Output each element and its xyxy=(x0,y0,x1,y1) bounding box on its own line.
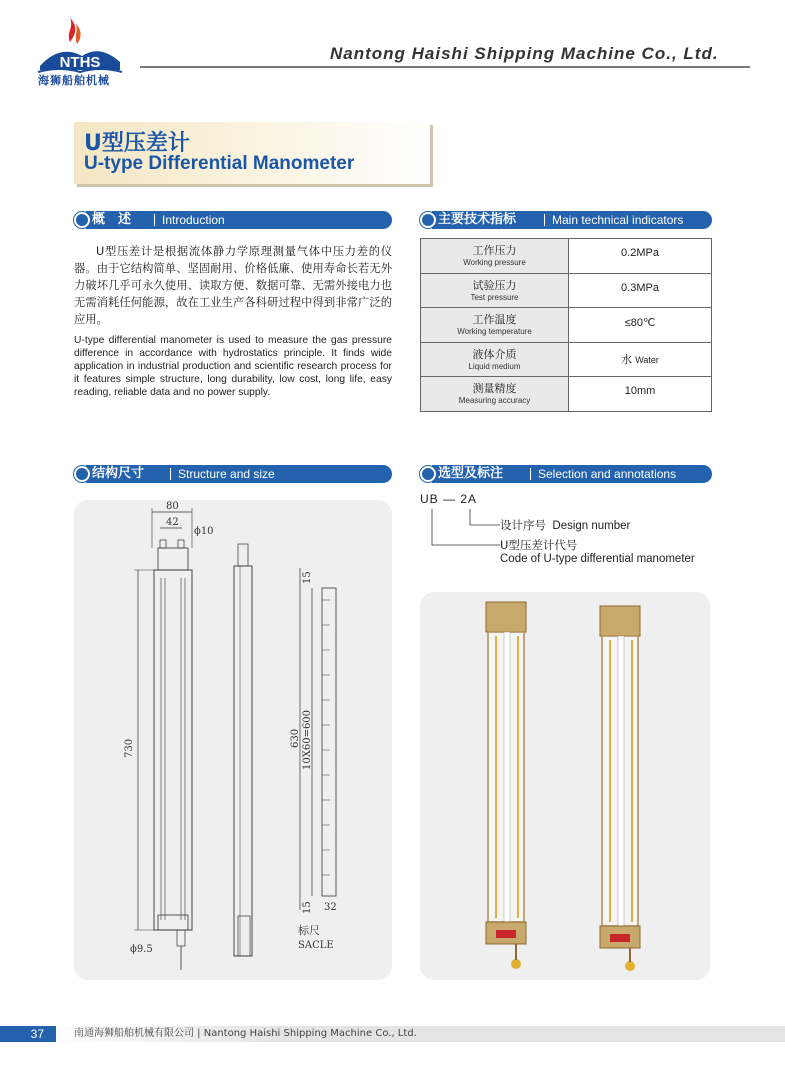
dim-height: 730 xyxy=(124,738,135,758)
scale-label-cn: 标尺 xyxy=(298,924,320,937)
table-row xyxy=(421,273,712,308)
dim-scale-width: 32 xyxy=(324,902,337,913)
spec-value: 10mm xyxy=(569,377,712,412)
section-title-en: Selection and annotations xyxy=(538,467,677,481)
section-title-en: Introduction xyxy=(162,213,225,227)
section-header-structure xyxy=(74,465,392,483)
spec-value: ≤80℃ xyxy=(569,308,712,343)
model-code: UB — 2A xyxy=(420,492,478,506)
code-label-en: Code of U-type differential manometer xyxy=(500,553,695,565)
spec-label-en: Test pressure xyxy=(470,292,519,302)
manometer-image-2 xyxy=(600,606,640,971)
spec-label-cn: 液体介质 xyxy=(472,348,517,361)
spec-label-cn: 试验压力 xyxy=(472,279,517,292)
spec-value: 0.2MPa xyxy=(569,239,712,274)
spec-value-cn: 水 xyxy=(621,353,633,366)
table-row xyxy=(421,308,712,343)
design-number-label xyxy=(500,517,630,533)
section-header-introduction xyxy=(74,211,392,229)
dim-width: 80 xyxy=(166,501,179,512)
dim-bottom: 15 xyxy=(302,901,313,914)
dim-pipe: ϕ9.5 xyxy=(130,944,153,955)
spec-label-en: Working temperature xyxy=(457,327,532,336)
section-header-selection xyxy=(420,465,712,483)
structure-drawing-panel xyxy=(74,500,392,980)
dim-top: 15 xyxy=(302,571,313,584)
section-title-en: Main technical indicators xyxy=(552,213,684,227)
footer-text: 南通海狮船舶机械有限公司 | Nantong Haishi Shipping Machine Co., Ltd. xyxy=(74,1028,417,1039)
spec-value xyxy=(569,342,712,377)
product-photo-panel xyxy=(420,592,710,980)
code-label-cn: U型压差计代号 xyxy=(500,538,578,552)
bullet-icon xyxy=(74,212,90,228)
bullet-icon xyxy=(420,212,436,228)
manometer-image-1 xyxy=(486,602,526,969)
intro-text-cn: U型压差计是根据流体静力学原理测量气体中压力差的仪器。由于它结构简单、坚固耐用、价格低廉、使用寿命长若无外力破坏几乎可永久使用、读取方便、数据可靠、无需外接电力也无需消耗任何能源，故在工业生产各科研过程中得到非常广泛的应用。 xyxy=(74,245,392,326)
page-title-cn: U型压差计 xyxy=(84,131,190,156)
header-rule xyxy=(140,66,750,68)
table-row xyxy=(421,377,712,412)
dim-scale-division: 10X60=600 xyxy=(302,709,313,770)
section-header-technical xyxy=(420,211,712,229)
intro-text-en: U-type differential manometer is used to measure the gas pressure difference in accordance with hydrostatics principle. It finds wide application in industrial production and scientific research process for it features simple structure, long durability, low cost, long life, easy reading, reliable data and no power supply. xyxy=(74,335,392,398)
section-title-cn: 概 述 xyxy=(92,212,132,227)
table-row xyxy=(421,239,712,274)
spec-value-en: Water xyxy=(635,354,659,365)
logo-mark: NTHS xyxy=(59,54,101,71)
annotation-lines xyxy=(420,505,504,561)
spec-label-en: Liquid medium xyxy=(468,361,521,371)
design-number-cn: 设计序号 xyxy=(500,520,546,532)
spec-label-en: Working pressure xyxy=(463,258,526,267)
scale-label-en: SACLE xyxy=(298,940,334,951)
company-name: Nantong Haishi Shipping Machine Co., Ltd. xyxy=(330,44,719,63)
section-title-en: Structure and size xyxy=(178,467,275,481)
product-photo xyxy=(420,592,710,980)
logo-text: 海狮船舶机械 xyxy=(38,74,110,87)
dim-inner: 42 xyxy=(166,517,179,528)
bullet-icon xyxy=(74,466,90,482)
page-title-en: U-type Differential Manometer xyxy=(84,153,355,174)
section-title-cn: 结构尺寸 xyxy=(92,466,145,481)
spec-label-cn: 工作温度 xyxy=(472,314,517,326)
spec-label-cn: 工作压力 xyxy=(472,245,517,257)
technical-drawing xyxy=(74,500,392,980)
bullet-icon xyxy=(420,466,436,482)
dim-scale-length: 630 xyxy=(290,728,301,748)
table-row xyxy=(421,342,712,377)
spec-value: 0.3MPa xyxy=(569,273,712,308)
dim-port: ϕ10 xyxy=(194,526,214,537)
section-title-cn: 主要技术指标 xyxy=(438,212,517,227)
spec-label-cn: 测量精度 xyxy=(472,383,517,395)
technical-table xyxy=(420,238,712,412)
spec-label-en: Measuring accuracy xyxy=(458,396,531,405)
design-number-en: Design number xyxy=(552,520,631,532)
page-number: 37 xyxy=(0,1026,56,1042)
section-title-cn: 选型及标注 xyxy=(438,466,504,481)
